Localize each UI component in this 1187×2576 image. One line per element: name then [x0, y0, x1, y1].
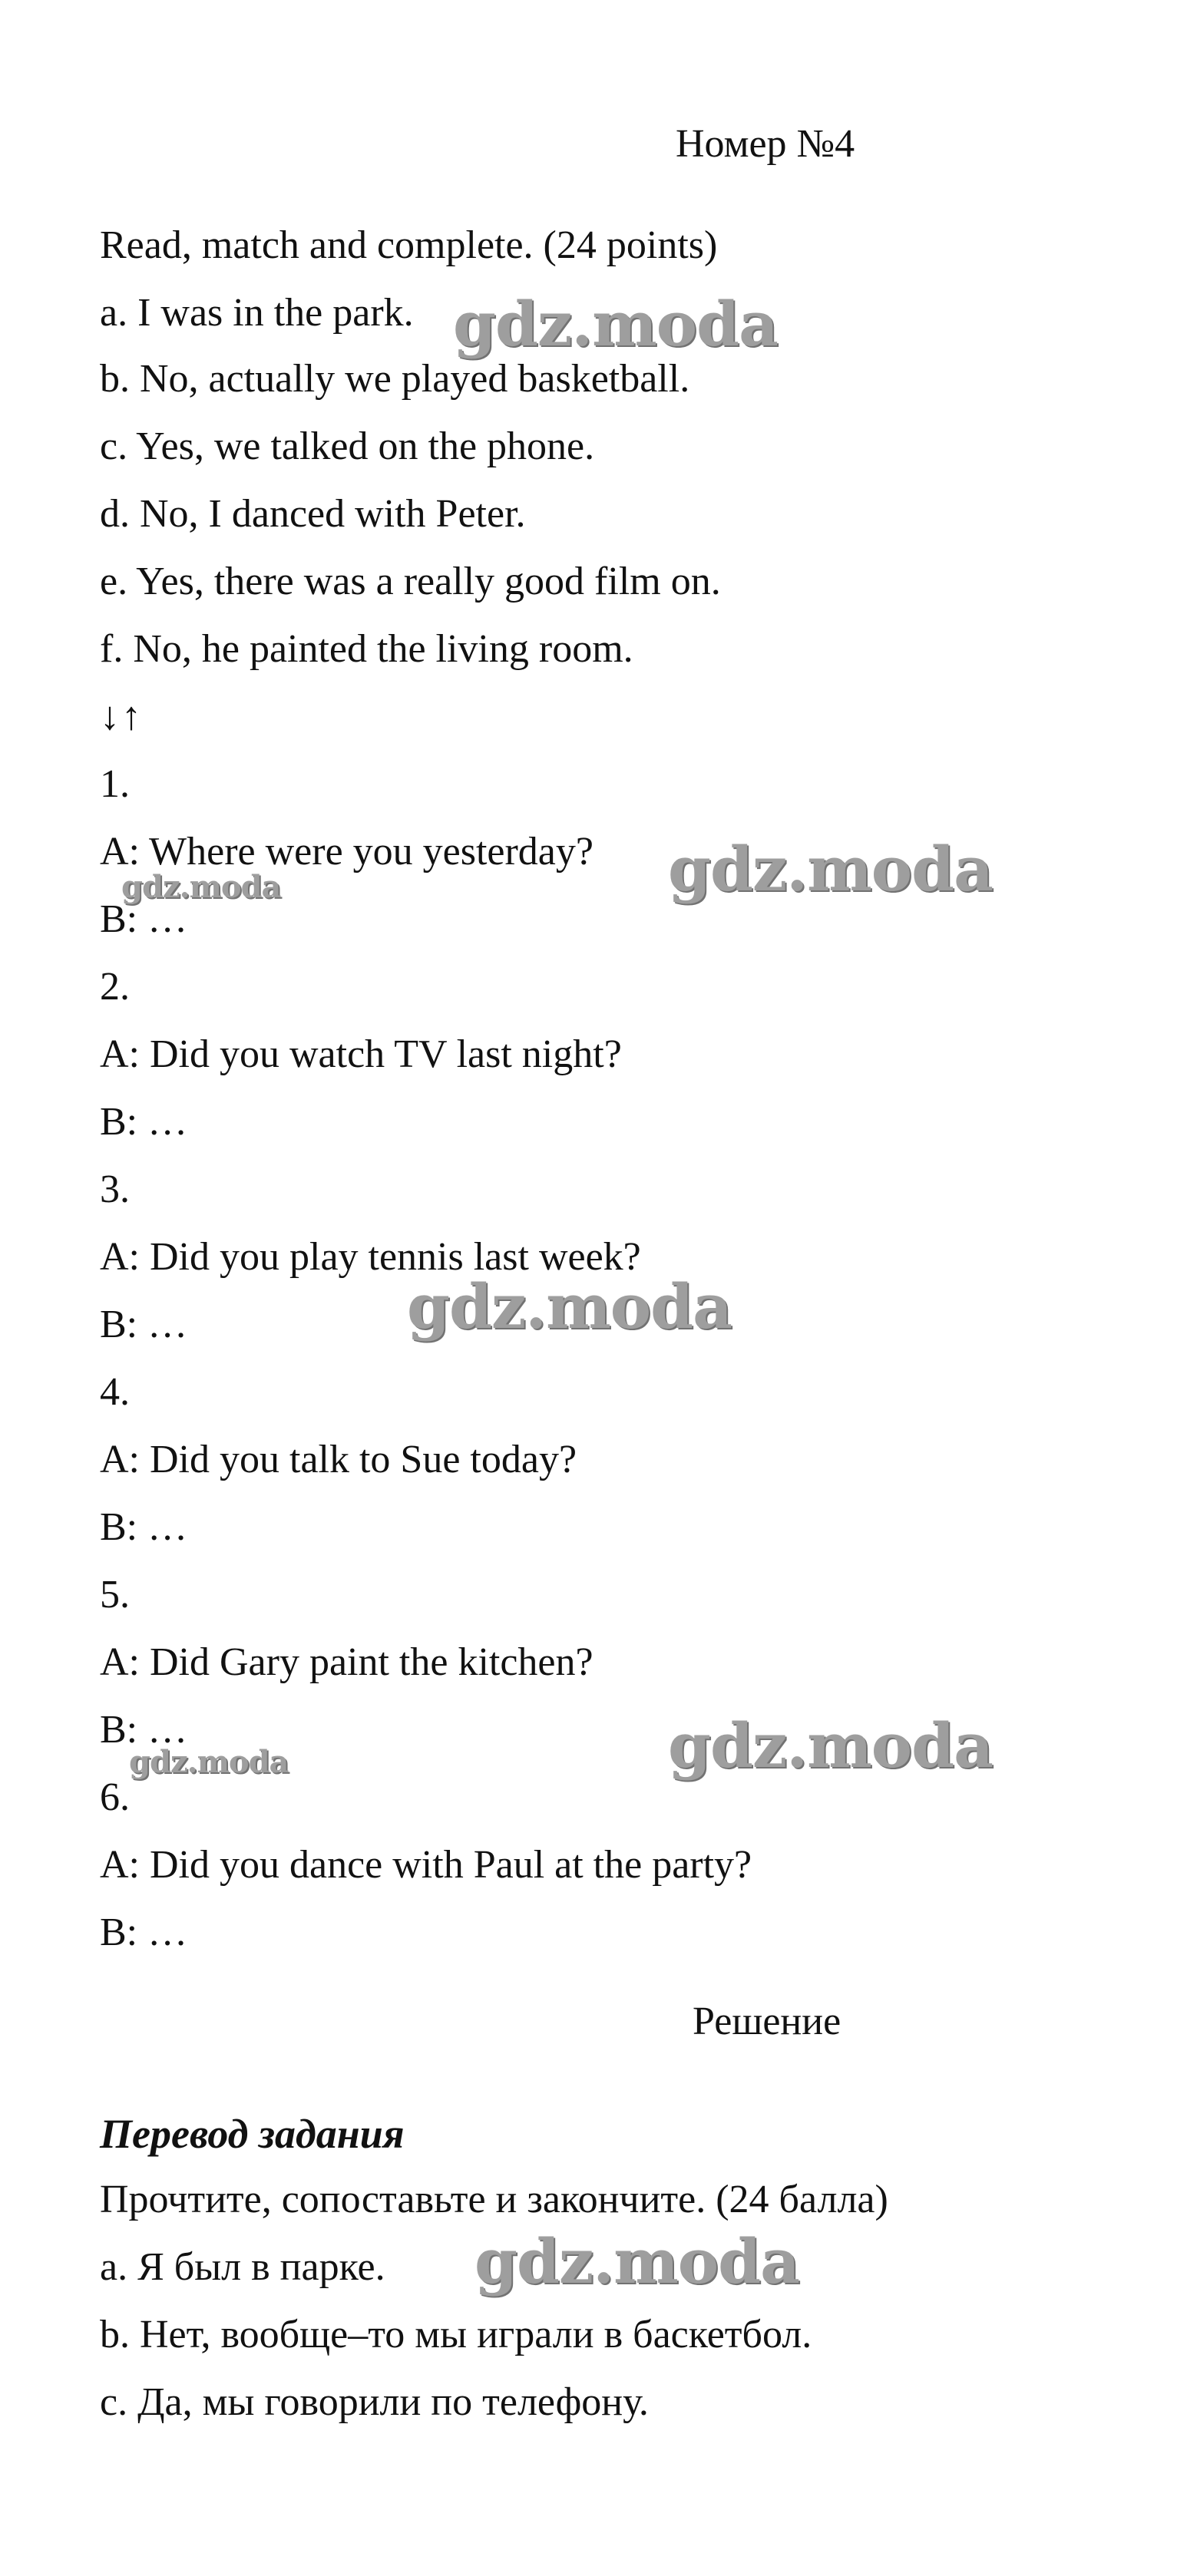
translation-instruction: Прочтите, сопоставьте и закончите. (24 балла) [100, 2178, 888, 2221]
dialogue-6-answer: B: … [100, 1911, 188, 1954]
dialogue-3-answer: B: … [100, 1303, 188, 1346]
dialogue-4-number: 4. [100, 1370, 130, 1414]
dialogue-3-number: 3. [100, 1167, 130, 1211]
dialogue-3-question: A: Did you play tennis last week? [100, 1235, 641, 1279]
watermark: gdz.moda [668, 1709, 993, 1782]
dialogue-4-answer: B: … [100, 1505, 188, 1549]
solution-heading: Решение [693, 2000, 841, 2043]
dialogue-5-answer: B: … [100, 1708, 188, 1752]
translation-line-a: a. Я был в парке. [100, 2245, 385, 2289]
answer-e: e. Yes, there was a really good film on. [100, 560, 721, 603]
dialogue-2-number: 2. [100, 965, 130, 1009]
answer-f: f. No, he painted the living room. [100, 627, 633, 671]
dialogue-6-number: 6. [100, 1775, 130, 1819]
dialogue-1-number: 1. [100, 762, 130, 806]
task-instruction: Read, match and complete. (24 points) [100, 223, 718, 267]
exercise-number: Номер №4 [676, 122, 855, 166]
answer-b: b. No, actually we played basketball. [100, 357, 690, 401]
dialogue-1-question: A: Where were you yesterday? [100, 830, 594, 874]
dialogue-4-question: A: Did you talk to Sue today? [100, 1438, 577, 1481]
dialogue-5-number: 5. [100, 1573, 130, 1617]
dialogue-5-question: A: Did Gary paint the kitchen? [100, 1640, 594, 1684]
watermark: gdz.moda [407, 1270, 732, 1342]
answer-c: c. Yes, we talked on the phone. [100, 424, 595, 468]
watermark: gdz.moda [129, 1744, 289, 1780]
translation-title: Перевод задания [100, 2111, 405, 2157]
watermark: gdz.moda [121, 869, 281, 905]
match-arrows-icon: ↓↑ [100, 695, 143, 738]
dialogue-2-answer: B: … [100, 1100, 188, 1144]
answer-a: a. I was in the park. [100, 291, 414, 335]
answer-d: d. No, I danced with Peter. [100, 492, 526, 536]
translation-line-c: c. Да, мы говорили по телефону. [100, 2380, 649, 2424]
translation-line-b: b. Нет, вообще–то мы играли в баскетбол. [100, 2313, 812, 2356]
dialogue-1-answer: B: … [100, 897, 188, 941]
dialogue-6-question: A: Did you dance with Paul at the party? [100, 1843, 752, 1887]
watermark: gdz.moda [474, 2225, 799, 2297]
watermark: gdz.moda [453, 288, 778, 360]
watermark: gdz.moda [668, 833, 993, 905]
dialogue-2-question: A: Did you watch TV last night? [100, 1032, 622, 1076]
